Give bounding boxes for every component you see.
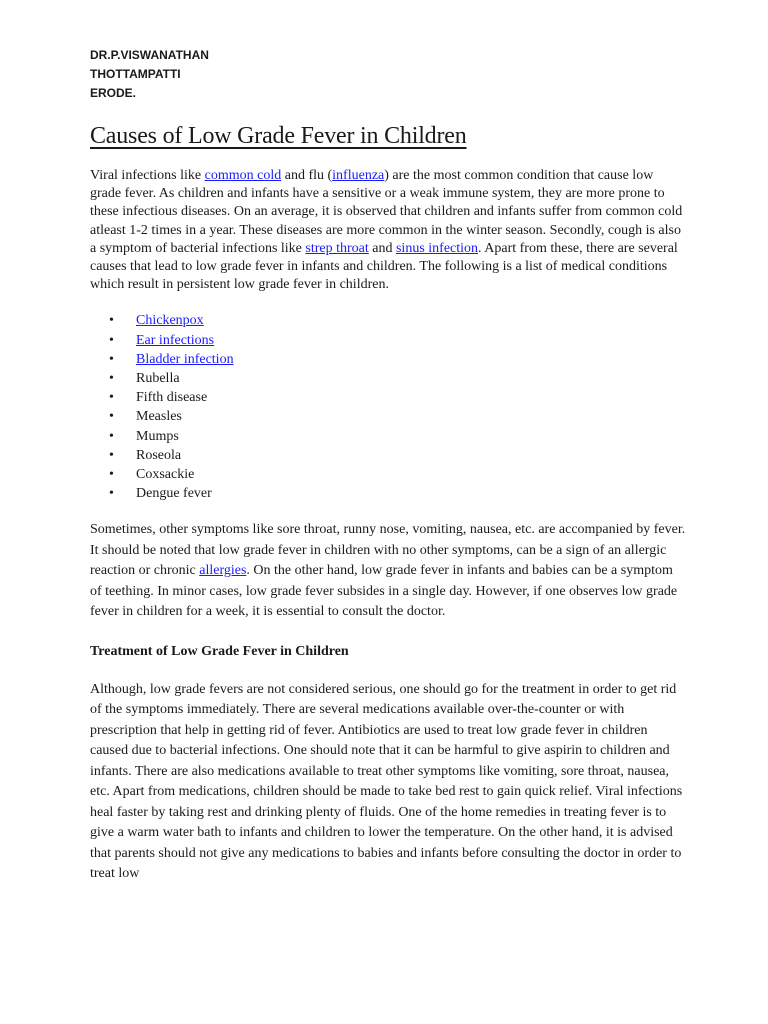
chickenpox-link[interactable]: Chickenpox — [136, 313, 204, 329]
condition-label: Coxsackie — [136, 467, 195, 483]
condition-label: Rubella — [136, 371, 180, 387]
list-item — [109, 388, 686, 407]
conditions-list — [90, 311, 686, 503]
bullet-icon: • — [109, 332, 114, 348]
symptoms-text-1: Sometimes, other symptoms like sore throat, runny nose, vomiting, nausea, etc. are accompanied by fever. It should be noted that low grade fever in children with no other symptoms, can be a sign of an allergic reaction or chronic — [90, 522, 686, 579]
list-item — [109, 484, 686, 503]
article-title: Causes of Low Grade Fever in Children — [90, 123, 467, 149]
intro-text-5: . Apart from these, there are several causes that lead to low grade fever in infants and children. The following is a list of medical conditions which result in persistent low grade fever in children. — [90, 240, 678, 293]
condition-label: Dengue fever — [136, 486, 212, 502]
intro-text-3: ) are the most common condition that cause low grade fever. As children and infants have a sensitive or a weak immune system, they are more prone to these infectious diseases. On an average, it is observed that children and infants suffer from common cold atleast 1-2 times in a year. These diseases are more common in the winter season. Secondly, cough is also a symptom of bacterial infections like — [90, 168, 683, 256]
list-item — [109, 427, 686, 446]
treatment-paragraph: Although, low grade fevers are not considered serious, one should go for the treatment in order to get rid of the symptoms immediately. There are several medications available over-the-counter or with prescription that help in getting rid of fever. Antibiotics are used to treat low grade fever in children caused due to bacterial infections. One should note that it can be harmful to give aspirin to children and infants. There are also medications available to treat other symptoms like vomiting, sore throat, nausea, etc. Apart from medications, children should be made to take bed rest to gain quick relief. Viral infections heal faster by taking rest and drinking plenty of fluids. One of the home remedies in treating fever is to give a warm water bath to infants and children to lower the temperature. On the other hand, it is advised that parents should not give any medications to babies and infants before consulting the doctor in order to treat low — [90, 681, 683, 882]
bullet-icon: • — [109, 371, 114, 387]
intro-text-1: Viral infections like — [90, 168, 205, 183]
list-item — [109, 311, 686, 330]
symptoms-text-2: . On the other hand, low grade fever in infants and babies can be a symptom of teething. In minor cases, low grade fever subsides in a single day. However, if one observes low grade fever in children for a week, it is essential to consult the doctor. — [90, 563, 678, 620]
sinus-infection-link[interactable]: sinus infection — [395, 240, 479, 256]
author-village: THOTTAMPATTI — [90, 67, 181, 81]
list-item — [109, 407, 686, 426]
bullet-icon: • — [109, 447, 114, 463]
bladder-infection-link[interactable]: Bladder infection — [136, 351, 234, 367]
author-city: ERODE. — [90, 86, 137, 100]
list-item — [109, 331, 686, 350]
list-item — [109, 350, 686, 369]
condition-label: Roseola — [136, 447, 182, 463]
intro-text-4: and — [368, 240, 396, 256]
bullet-icon: • — [109, 390, 114, 406]
ear-infections-link[interactable]: Ear infections — [136, 332, 215, 348]
condition-label: Measles — [136, 409, 182, 425]
list-item — [109, 446, 686, 465]
list-item — [109, 369, 686, 388]
document-page — [90, 46, 686, 885]
allergies-link[interactable]: allergies — [199, 563, 247, 579]
intro-paragraph — [90, 167, 686, 294]
bullet-icon: • — [109, 428, 114, 444]
bullet-icon: • — [109, 351, 114, 367]
bullet-icon: • — [109, 467, 114, 483]
influenza-link[interactable]: influenza — [332, 168, 385, 183]
treatment-heading: Treatment of Low Grade Fever in Children — [90, 643, 349, 659]
intro-text-2: and flu ( — [281, 168, 333, 183]
bullet-icon: • — [109, 409, 114, 425]
symptoms-paragraph — [90, 520, 686, 623]
condition-label: Fifth disease — [136, 390, 208, 406]
strep-throat-link[interactable]: strep throat — [305, 240, 369, 256]
condition-label: Mumps — [136, 428, 179, 444]
author-name: DR.P.VISWANATHAN — [90, 48, 209, 62]
bullet-icon: • — [109, 486, 114, 502]
common-cold-link[interactable]: common cold — [204, 168, 282, 183]
list-item — [109, 465, 686, 484]
author-block — [90, 46, 686, 103]
bullet-icon: • — [109, 313, 114, 329]
